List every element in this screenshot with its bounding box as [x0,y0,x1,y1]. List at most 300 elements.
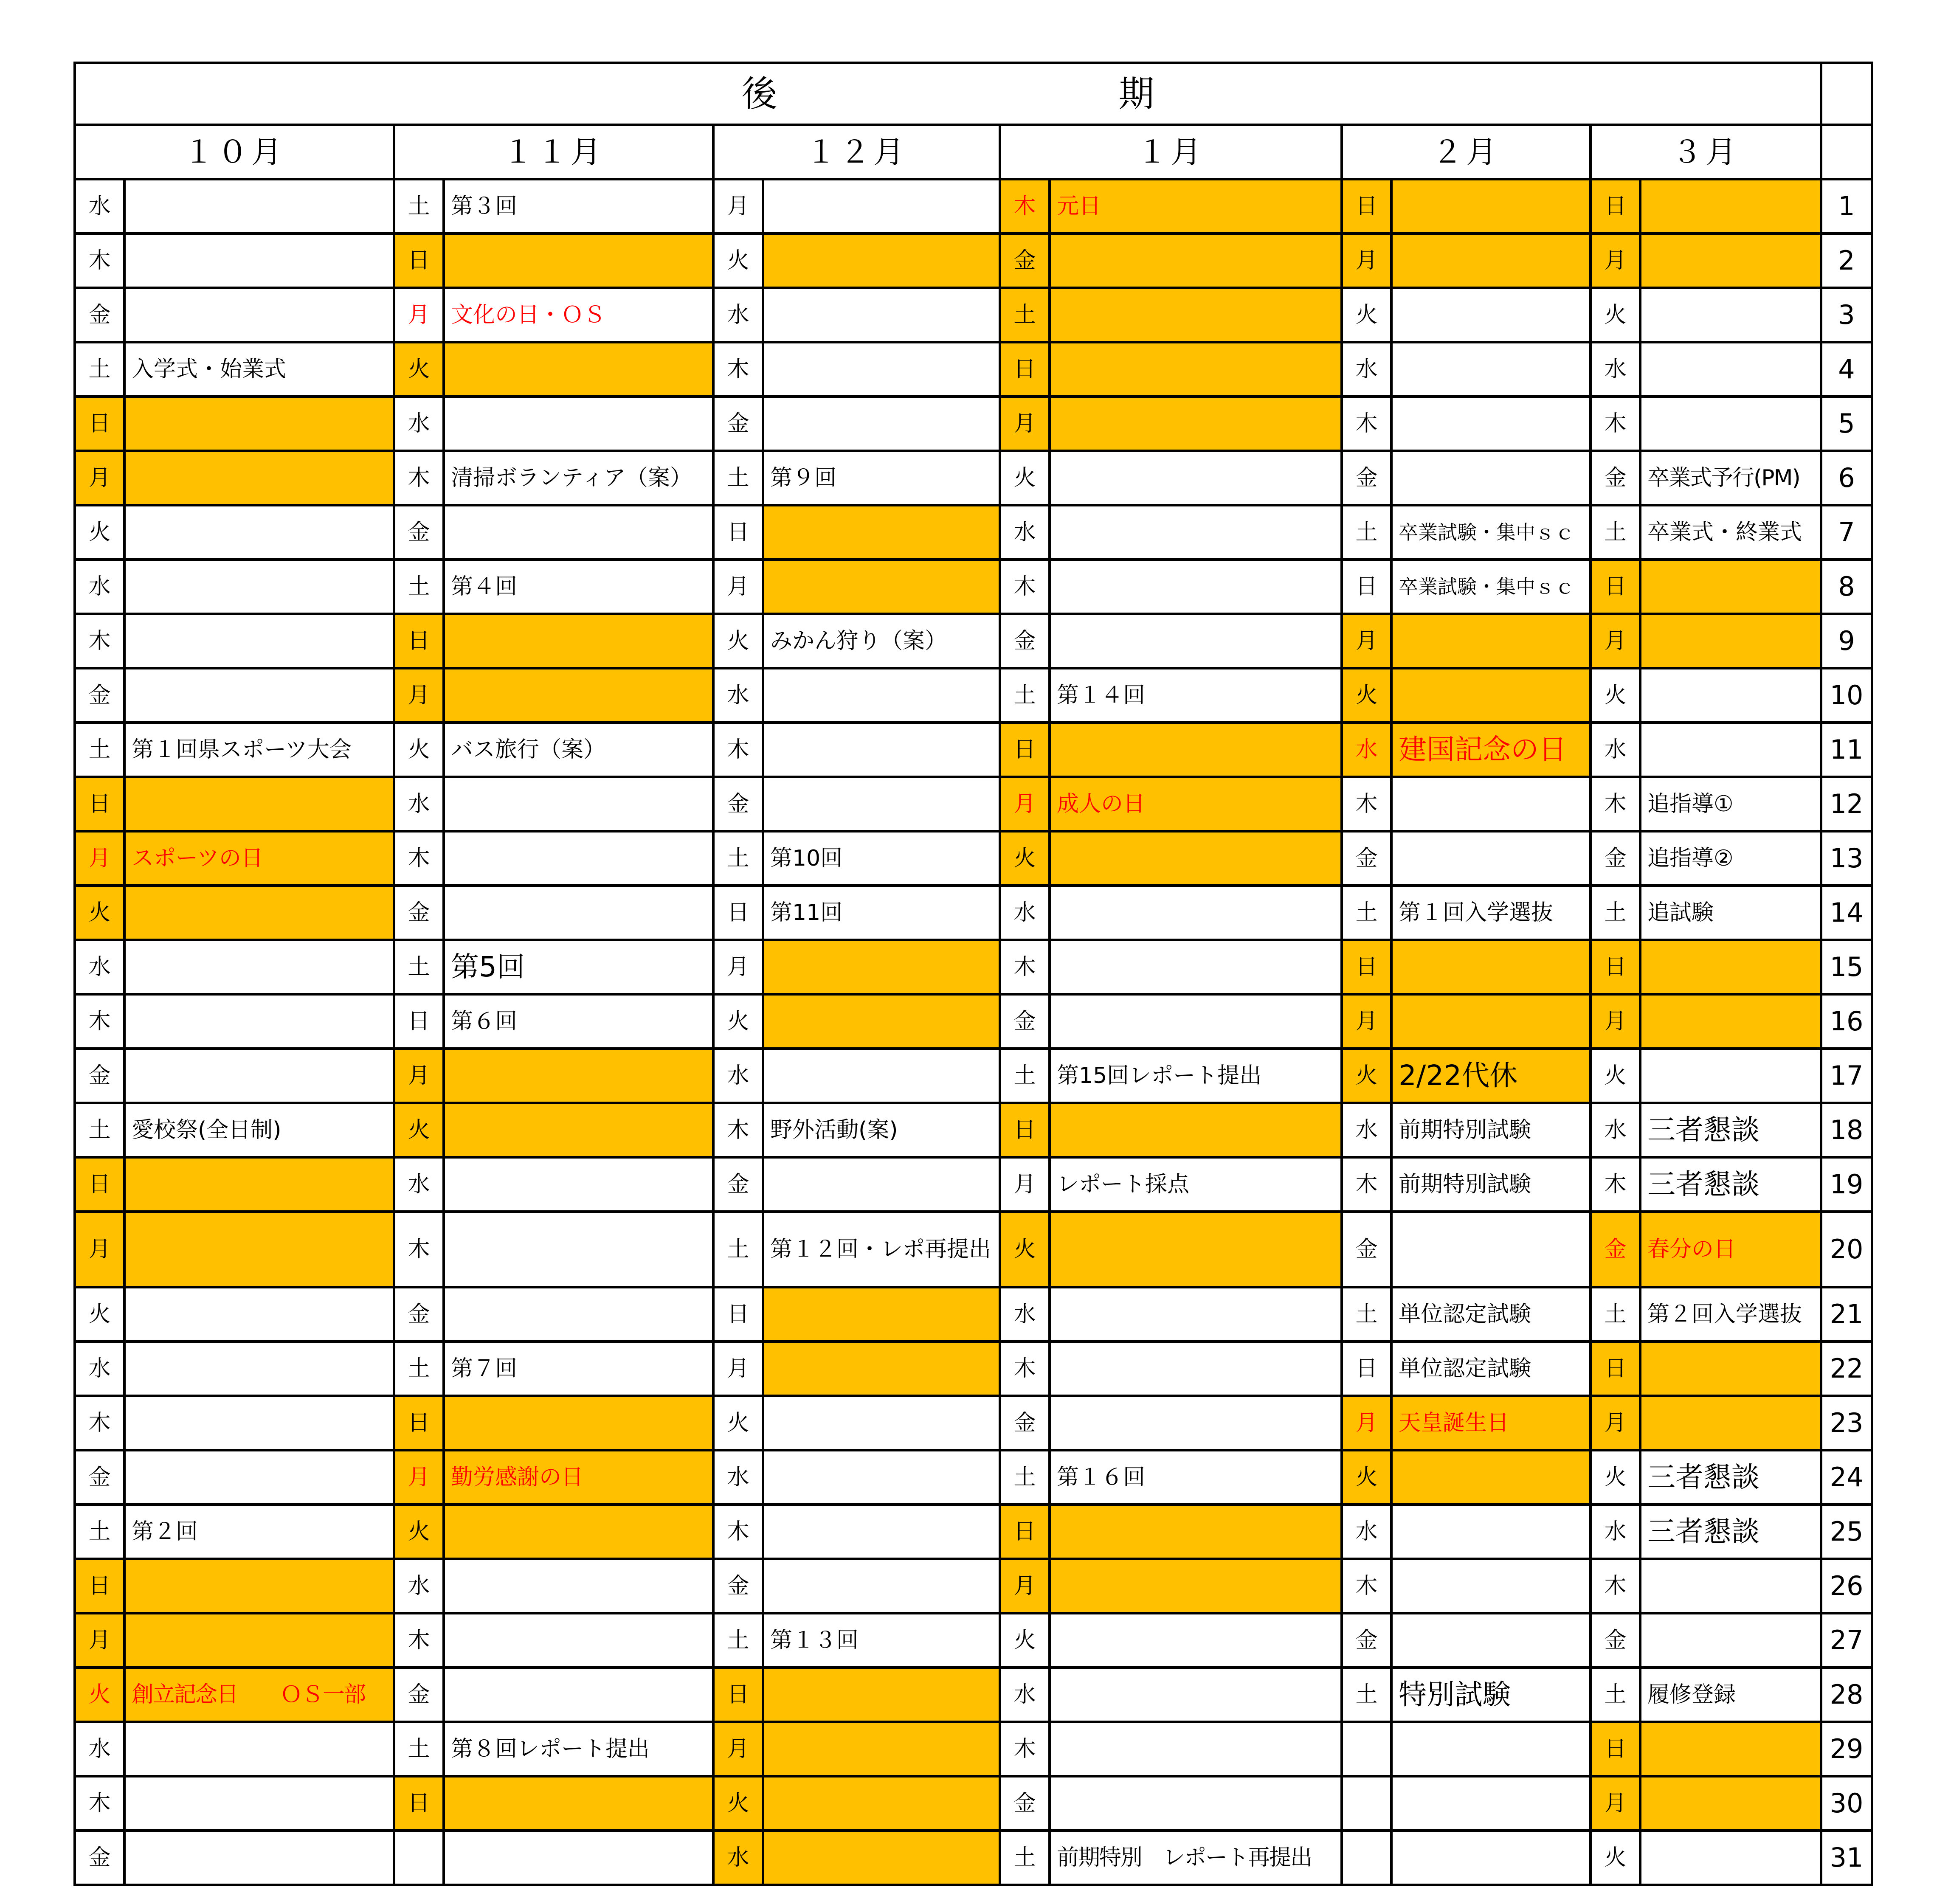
weekday-cell-jan: 木 [1000,940,1050,994]
event-cell-mar: 三者懇談 [1640,1505,1821,1559]
weekday-cell-feb: 水 [1342,1505,1391,1559]
weekday-cell-nov: 月 [394,668,444,723]
event-cell-oct [124,1722,394,1776]
event-cell-nov [444,1668,713,1722]
weekday-cell-oct: 火 [75,886,124,940]
event-cell-nov [444,397,713,451]
event-cell-oct [124,451,394,505]
weekday-cell-dec: 木 [713,342,763,397]
event-cell-jan [1050,1559,1342,1613]
event-cell-oct [124,1831,394,1885]
weekday-cell-nov [394,1831,444,1885]
weekday-cell-jan: 土 [1000,288,1050,342]
weekday-cell-mar: 月 [1591,994,1640,1049]
weekday-cell-mar: 土 [1591,505,1640,560]
day-number: 20 [1821,1212,1872,1287]
weekday-cell-dec: 火 [713,233,763,288]
event-cell-dec [763,1505,1000,1559]
event-cell-mar [1640,994,1821,1049]
day-row [75,451,1872,505]
event-cell-mar: 卒業式予行(PM) [1640,451,1821,505]
event-cell-jan [1050,1103,1342,1157]
weekday-cell-feb: 月 [1342,994,1391,1049]
weekday-cell-oct: 金 [75,1049,124,1103]
weekday-cell-jan: 土 [1000,1049,1050,1103]
event-cell-dec [763,397,1000,451]
weekday-cell-nov: 木 [394,451,444,505]
event-cell-dec [763,1831,1000,1885]
event-cell-mar [1640,233,1821,288]
event-cell-dec: 第１２回・レポ再提出 [763,1212,1000,1287]
weekday-cell-feb: 日 [1342,560,1391,614]
event-cell-mar [1640,1613,1821,1668]
event-cell-feb [1391,179,1591,233]
event-cell-dec [763,1049,1000,1103]
weekday-cell-dec: 土 [713,1613,763,1668]
weekday-cell-nov: 土 [394,1722,444,1776]
event-cell-mar [1640,1049,1821,1103]
weekday-cell-jan: 金 [1000,1396,1050,1450]
event-cell-mar [1640,560,1821,614]
event-cell-feb [1391,342,1591,397]
event-cell-oct: 第１回県スポーツ大会 [124,723,394,777]
day-row [75,233,1872,288]
weekday-cell-feb: 月 [1342,233,1391,288]
weekday-cell-feb [1342,1831,1391,1885]
event-cell-dec [763,1776,1000,1831]
day-row [75,1049,1872,1103]
event-cell-feb [1391,614,1591,668]
weekday-cell-dec: 木 [713,1505,763,1559]
weekday-cell-nov: 金 [394,1287,444,1342]
event-cell-mar: 履修登録 [1640,1668,1821,1722]
event-cell-mar [1640,1342,1821,1396]
event-cell-oct [124,288,394,342]
weekday-cell-mar: 金 [1591,1212,1640,1287]
weekday-cell-nov: 日 [394,1396,444,1450]
weekday-cell-feb: 水 [1342,1103,1391,1157]
weekday-cell-nov: 木 [394,1613,444,1668]
weekday-cell-jan: 水 [1000,505,1050,560]
weekday-cell-mar: 火 [1591,668,1640,723]
weekday-cell-nov: 土 [394,940,444,994]
weekday-cell-mar: 水 [1591,1103,1640,1157]
event-cell-nov: 第5回 [444,940,713,994]
weekday-cell-oct: 月 [75,831,124,886]
event-cell-mar [1640,1831,1821,1885]
weekday-cell-jan: 水 [1000,1668,1050,1722]
weekday-cell-oct: 土 [75,723,124,777]
weekday-cell-nov: 火 [394,342,444,397]
weekday-cell-jan: 金 [1000,614,1050,668]
day-row [75,668,1872,723]
weekday-cell-oct: 土 [75,1505,124,1559]
event-cell-oct [124,777,394,831]
event-cell-jan [1050,1776,1342,1831]
event-cell-jan: 前期特別 レポート再提出 [1050,1831,1342,1885]
weekday-cell-oct: 日 [75,1559,124,1613]
event-cell-dec [763,342,1000,397]
day-row [75,397,1872,451]
weekday-cell-mar: 水 [1591,342,1640,397]
weekday-cell-jan: 月 [1000,397,1050,451]
day-number: 27 [1821,1613,1872,1668]
event-cell-mar: 三者懇談 [1640,1450,1821,1505]
weekday-cell-dec: 土 [713,451,763,505]
weekday-cell-feb: 金 [1342,1212,1391,1287]
weekday-cell-nov: 月 [394,1450,444,1505]
weekday-cell-nov: 土 [394,179,444,233]
event-cell-feb: 前期特別試験 [1391,1157,1591,1212]
day-row [75,1287,1872,1342]
weekday-cell-dec: 金 [713,397,763,451]
weekday-cell-jan: 土 [1000,1831,1050,1885]
day-number: 5 [1821,397,1872,451]
weekday-cell-dec: 日 [713,1668,763,1722]
weekday-cell-mar: 火 [1591,1831,1640,1885]
weekday-cell-feb: 火 [1342,1049,1391,1103]
event-cell-jan: 成人の日 [1050,777,1342,831]
event-cell-nov [444,1613,713,1668]
event-cell-jan: 元日 [1050,179,1342,233]
event-cell-oct [124,1342,394,1396]
event-cell-oct [124,1287,394,1342]
month-header-oct: １０月 [75,125,394,179]
event-cell-oct [124,1613,394,1668]
weekday-cell-oct: 水 [75,1722,124,1776]
event-cell-jan [1050,723,1342,777]
event-cell-mar [1640,179,1821,233]
event-cell-dec [763,777,1000,831]
weekday-cell-oct: 火 [75,1668,124,1722]
weekday-cell-dec: 金 [713,1157,763,1212]
event-cell-mar: 追試験 [1640,886,1821,940]
day-row [75,886,1872,940]
weekday-cell-nov: 水 [394,1559,444,1613]
event-cell-jan [1050,1212,1342,1287]
event-cell-mar [1640,397,1821,451]
event-cell-nov: 第７回 [444,1342,713,1396]
weekday-cell-nov: 火 [394,723,444,777]
day-row [75,1722,1872,1776]
weekday-cell-oct: 金 [75,1831,124,1885]
day-number: 19 [1821,1157,1872,1212]
event-cell-jan [1050,560,1342,614]
weekday-cell-oct: 月 [75,1212,124,1287]
weekday-cell-jan: 日 [1000,723,1050,777]
day-row [75,1157,1872,1212]
weekday-cell-feb: 月 [1342,1396,1391,1450]
weekday-cell-oct: 火 [75,505,124,560]
weekday-cell-nov: 水 [394,777,444,831]
day-number: 24 [1821,1450,1872,1505]
day-number: 9 [1821,614,1872,668]
month-header-corner-cell [1821,125,1872,179]
weekday-cell-mar: 月 [1591,614,1640,668]
weekday-cell-jan: 月 [1000,1559,1050,1613]
weekday-cell-mar: 木 [1591,777,1640,831]
day-row [75,1212,1872,1287]
weekday-cell-jan: 金 [1000,1776,1050,1831]
event-cell-oct [124,668,394,723]
event-cell-feb [1391,451,1591,505]
day-number: 16 [1821,994,1872,1049]
event-cell-feb [1391,940,1591,994]
weekday-cell-mar: 木 [1591,1157,1640,1212]
weekday-cell-feb: 木 [1342,777,1391,831]
event-cell-oct [124,940,394,994]
day-number: 26 [1821,1559,1872,1613]
event-cell-mar [1640,342,1821,397]
day-number: 3 [1821,288,1872,342]
weekday-cell-dec: 水 [713,288,763,342]
event-cell-jan: 第１４回 [1050,668,1342,723]
weekday-cell-jan: 金 [1000,994,1050,1049]
event-cell-nov [444,1396,713,1450]
day-number: 6 [1821,451,1872,505]
event-cell-nov [444,668,713,723]
weekday-cell-oct: 土 [75,1103,124,1157]
day-row [75,1776,1872,1831]
day-row [75,1103,1872,1157]
event-cell-mar [1640,614,1821,668]
day-row [75,1613,1872,1668]
event-cell-nov [444,1287,713,1342]
day-row [75,1559,1872,1613]
weekday-cell-feb: 土 [1342,1287,1391,1342]
event-cell-oct [124,886,394,940]
event-cell-dec [763,1396,1000,1450]
weekday-cell-jan: 金 [1000,233,1050,288]
weekday-cell-nov: 木 [394,831,444,886]
weekday-cell-mar: 金 [1591,451,1640,505]
event-cell-mar: 追指導② [1640,831,1821,886]
event-cell-feb [1391,1722,1591,1776]
weekday-cell-feb: 日 [1342,940,1391,994]
event-cell-oct [124,1450,394,1505]
event-cell-mar [1640,668,1821,723]
weekday-cell-jan: 土 [1000,668,1050,723]
weekday-cell-mar: 水 [1591,1505,1640,1559]
weekday-cell-feb: 土 [1342,505,1391,560]
weekday-cell-oct: 日 [75,777,124,831]
weekday-cell-dec: 土 [713,1212,763,1287]
day-number: 22 [1821,1342,1872,1396]
event-cell-nov [444,342,713,397]
event-cell-feb [1391,1613,1591,1668]
event-cell-nov: バス旅行（案） [444,723,713,777]
weekday-cell-mar: 日 [1591,179,1640,233]
event-cell-jan [1050,994,1342,1049]
event-cell-nov [444,233,713,288]
weekday-cell-feb: 火 [1342,288,1391,342]
weekday-cell-jan: 火 [1000,831,1050,886]
weekday-cell-mar: 土 [1591,1287,1640,1342]
weekday-cell-dec: 月 [713,179,763,233]
event-cell-jan [1050,831,1342,886]
weekday-cell-nov: 日 [394,994,444,1049]
event-cell-feb: 卒業試験・集中ｓｃ [1391,505,1591,560]
event-cell-oct [124,560,394,614]
event-cell-nov [444,614,713,668]
weekday-cell-oct: 木 [75,1396,124,1450]
event-cell-oct: 第２回 [124,1505,394,1559]
weekday-cell-mar: 日 [1591,1342,1640,1396]
event-cell-mar [1640,940,1821,994]
event-cell-oct [124,397,394,451]
event-cell-feb: 前期特別試験 [1391,1103,1591,1157]
event-cell-feb [1391,1450,1591,1505]
event-cell-dec: 第11回 [763,886,1000,940]
event-cell-feb [1391,668,1591,723]
weekday-cell-feb: 木 [1342,397,1391,451]
weekday-cell-dec: 火 [713,994,763,1049]
weekday-cell-jan: 日 [1000,342,1050,397]
event-cell-feb: 単位認定試験 [1391,1342,1591,1396]
event-cell-nov [444,1559,713,1613]
weekday-cell-dec: 水 [713,668,763,723]
weekday-cell-dec: 金 [713,777,763,831]
event-cell-jan [1050,886,1342,940]
weekday-cell-dec: 水 [713,1831,763,1885]
event-cell-dec [763,560,1000,614]
day-number: 12 [1821,777,1872,831]
weekday-cell-dec: 月 [713,1722,763,1776]
weekday-cell-feb: 日 [1342,1342,1391,1396]
event-cell-jan [1050,1287,1342,1342]
event-cell-dec [763,1450,1000,1505]
event-cell-nov [444,1831,713,1885]
title-corner-cell [1821,63,1872,125]
event-cell-feb: 2/22代休 [1391,1049,1591,1103]
weekday-cell-oct: 水 [75,940,124,994]
weekday-cell-dec: 火 [713,614,763,668]
weekday-cell-dec: 木 [713,1103,763,1157]
weekday-cell-dec: 日 [713,1287,763,1342]
weekday-cell-mar: 水 [1591,723,1640,777]
day-row [75,940,1872,994]
weekday-cell-mar: 月 [1591,233,1640,288]
day-number: 8 [1821,560,1872,614]
weekday-cell-nov: 火 [394,1103,444,1157]
weekday-cell-jan: 日 [1000,1103,1050,1157]
event-cell-feb [1391,1559,1591,1613]
weekday-cell-jan: 木 [1000,560,1050,614]
day-number: 4 [1821,342,1872,397]
event-cell-dec [763,940,1000,994]
weekday-cell-nov: 金 [394,505,444,560]
day-row [75,1831,1872,1885]
event-cell-jan [1050,1505,1342,1559]
weekday-cell-dec: 水 [713,1049,763,1103]
event-cell-dec [763,233,1000,288]
event-cell-dec [763,723,1000,777]
event-cell-feb [1391,1776,1591,1831]
event-cell-nov: 勤労感謝の日 [444,1450,713,1505]
day-number: 29 [1821,1722,1872,1776]
weekday-cell-dec: 日 [713,505,763,560]
event-cell-mar [1640,1776,1821,1831]
weekday-cell-feb: 日 [1342,179,1391,233]
weekday-cell-nov: 土 [394,1342,444,1396]
day-number: 25 [1821,1505,1872,1559]
event-cell-nov: 文化の日・ＯＳ [444,288,713,342]
month-header-nov: １１月 [394,125,713,179]
weekday-cell-oct: 木 [75,994,124,1049]
event-cell-jan [1050,1668,1342,1722]
weekday-cell-dec: 月 [713,1342,763,1396]
event-cell-feb [1391,288,1591,342]
event-cell-jan [1050,233,1342,288]
day-row [75,505,1872,560]
day-number: 17 [1821,1049,1872,1103]
day-number: 13 [1821,831,1872,886]
weekday-cell-nov: 日 [394,614,444,668]
weekday-cell-oct: 木 [75,233,124,288]
event-cell-oct [124,994,394,1049]
event-cell-dec: 第９回 [763,451,1000,505]
event-cell-dec [763,1668,1000,1722]
weekday-cell-jan: 木 [1000,1342,1050,1396]
event-cell-nov: 第８回レポート提出 [444,1722,713,1776]
event-cell-oct [124,1396,394,1450]
weekday-cell-feb: 木 [1342,1559,1391,1613]
event-cell-dec: 第１３回 [763,1613,1000,1668]
weekday-cell-feb: 土 [1342,886,1391,940]
event-cell-dec [763,1342,1000,1396]
weekday-cell-nov: 火 [394,1505,444,1559]
day-row [75,777,1872,831]
event-cell-dec: みかん狩り（案） [763,614,1000,668]
term-title: 後 期 [75,63,1821,125]
weekday-cell-mar: 日 [1591,1722,1640,1776]
event-cell-jan [1050,940,1342,994]
weekday-cell-dec: 日 [713,886,763,940]
event-cell-nov [444,505,713,560]
weekday-cell-jan: 木 [1000,1722,1050,1776]
weekday-cell-mar: 金 [1591,1613,1640,1668]
weekday-cell-mar: 土 [1591,886,1640,940]
day-number: 10 [1821,668,1872,723]
event-cell-jan [1050,1342,1342,1396]
weekday-cell-mar: 火 [1591,288,1640,342]
weekday-cell-nov: 日 [394,1776,444,1831]
event-cell-nov [444,777,713,831]
event-cell-jan [1050,614,1342,668]
weekday-cell-jan: 木 [1000,179,1050,233]
event-cell-feb: 天皇誕生日 [1391,1396,1591,1450]
weekday-cell-nov: 水 [394,1157,444,1212]
event-cell-dec [763,179,1000,233]
event-cell-feb: 特別試験 [1391,1668,1591,1722]
day-row [75,1396,1872,1450]
weekday-cell-dec: 月 [713,940,763,994]
day-number: 30 [1821,1776,1872,1831]
weekday-cell-oct: 日 [75,1157,124,1212]
event-cell-dec [763,1722,1000,1776]
event-cell-nov: 第６回 [444,994,713,1049]
day-row [75,1668,1872,1722]
event-cell-nov [444,1505,713,1559]
event-cell-oct: 創立記念日 ＯＳ一部 [124,1668,394,1722]
day-number: 23 [1821,1396,1872,1450]
event-cell-jan [1050,1613,1342,1668]
event-cell-jan [1050,1396,1342,1450]
event-cell-feb [1391,1831,1591,1885]
weekday-cell-feb: 木 [1342,1157,1391,1212]
weekday-cell-dec: 月 [713,560,763,614]
weekday-cell-mar: 土 [1591,1668,1640,1722]
